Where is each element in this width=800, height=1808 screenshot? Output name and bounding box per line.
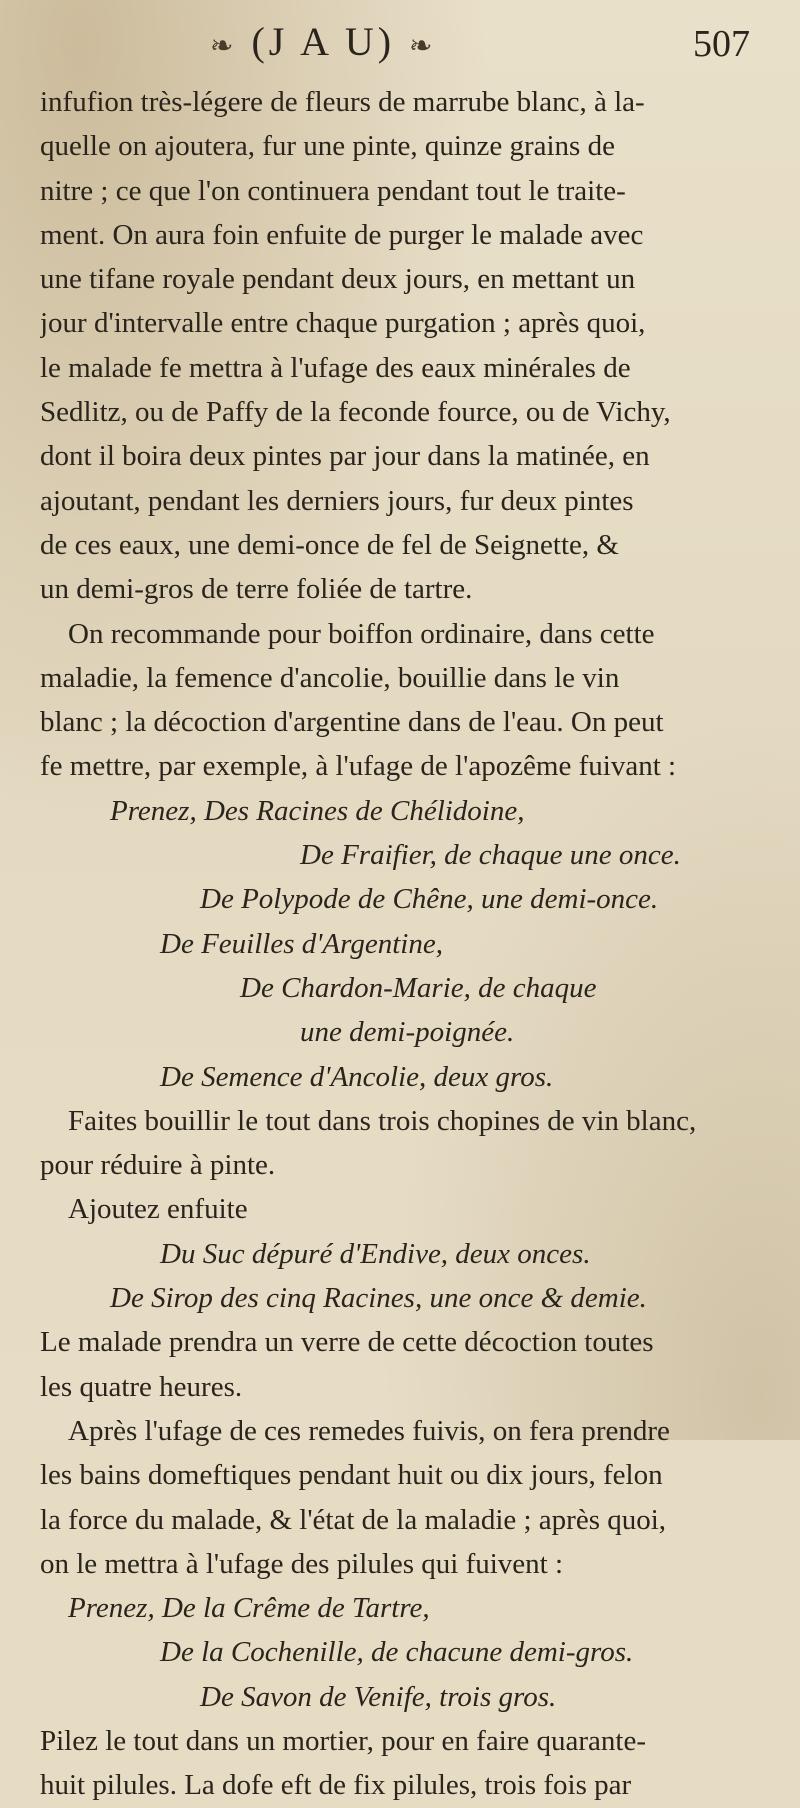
text-line: un demi-gros de terre foliée de tartre. [40, 573, 473, 606]
body-text [40, 80, 770, 1808]
running-head [210, 18, 437, 65]
text-line: Le malade prendra un verre de cette décoction toutes [40, 1326, 654, 1359]
text-line: le malade fe mettra à l'ufage des eaux minérales de [40, 351, 631, 384]
text-line: ment. On aura foin enfuite de purger le malade avec [40, 218, 644, 251]
recipe-line: De Feuilles d'Argentine, [160, 927, 443, 960]
page-header [210, 18, 750, 78]
text-line: ajoutant, pendant les derniers jours, fur deux pintes [40, 484, 634, 517]
recipe-line: Prenez, Des Racines de Chélidoine, [110, 794, 525, 827]
text-line: fe mettre, par exemple, à l'ufage de l'apozême fuivant : [40, 750, 677, 783]
text-line: Sedlitz, ou de Paffy de la feconde fource, ou de Vichy, [40, 396, 671, 429]
text-line: Ajoutez enfuite [68, 1193, 248, 1226]
recipe-line: De Fraifier, de chaque une once. [300, 839, 681, 872]
recipe-line: De Savon de Venife, trois gros. [200, 1680, 557, 1713]
recipe-line: une demi-poignée. [300, 1016, 515, 1049]
text-line: dont il boira deux pintes par jour dans la matinée, en [40, 440, 650, 473]
text-line: infufion très-légere de fleurs de marrube blanc, à la- [40, 86, 645, 118]
running-head-title: (J A U) [251, 19, 396, 64]
text-line: quelle on ajoutera, fur une pinte, quinze grains de [40, 130, 615, 163]
page-number: 507 [693, 23, 750, 65]
recipe-line: De Sirop des cinq Racines, une once & demie. [110, 1282, 647, 1315]
text-line: de ces eaux, une demi-once de fel de Seignette, & [40, 528, 619, 561]
text-line: huit pilules. La dofe eft de fix pilules, trois fois par [40, 1769, 632, 1802]
text-line: la force du malade, & l'état de la maladie ; après quoi, [40, 1503, 667, 1536]
recipe-line: Du Suc dépuré d'Endive, deux onces. [160, 1237, 591, 1270]
recipe-line: De la Cochenille, de chacune demi-gros. [160, 1636, 634, 1669]
text-line: Après l'ufage de ces remedes fuivis, on fera prendre [68, 1414, 670, 1447]
text-line: blanc ; la décoction d'argentine dans de l'eau. On peut [40, 706, 664, 739]
text-line: Pilez le tout dans un mortier, pour en faire quarante- [40, 1724, 647, 1757]
text-line: les bains domeftiques pendant huit ou dix jours, felon [40, 1459, 663, 1492]
text-line: On recommande pour boiffon ordinaire, dans cette [68, 617, 655, 650]
text-line: jour d'intervalle entre chaque purgation ; après quoi, [40, 307, 646, 340]
text-line: une tifane royale pendant deux jours, en mettant un [40, 263, 636, 296]
recipe-line: De Chardon-Marie, de chaque [240, 971, 597, 1004]
recipe-line: Prenez, De la Crême de Tartre, [68, 1592, 430, 1625]
left-ornament-icon: ❧ [210, 30, 238, 62]
text-line: Faites bouillir le tout dans trois chopines de vin blanc, [68, 1104, 697, 1137]
text-line: on le mettra à l'ufage des pilules qui fuivent : [40, 1547, 564, 1580]
recipe-line: De Polypode de Chêne, une demi-once. [200, 883, 659, 916]
recipe-line: De Semence d'Ancolie, deux gros. [160, 1060, 554, 1093]
right-ornament-icon: ❧ [409, 30, 437, 62]
text-line: pour réduire à pinte. [40, 1149, 276, 1182]
text-line: nitre ; ce que l'on continuera pendant tout le traite- [40, 174, 626, 207]
text-line: maladie, la femence d'ancolie, bouillie dans le vin [40, 661, 620, 694]
text-line: les quatre heures. [40, 1370, 243, 1403]
